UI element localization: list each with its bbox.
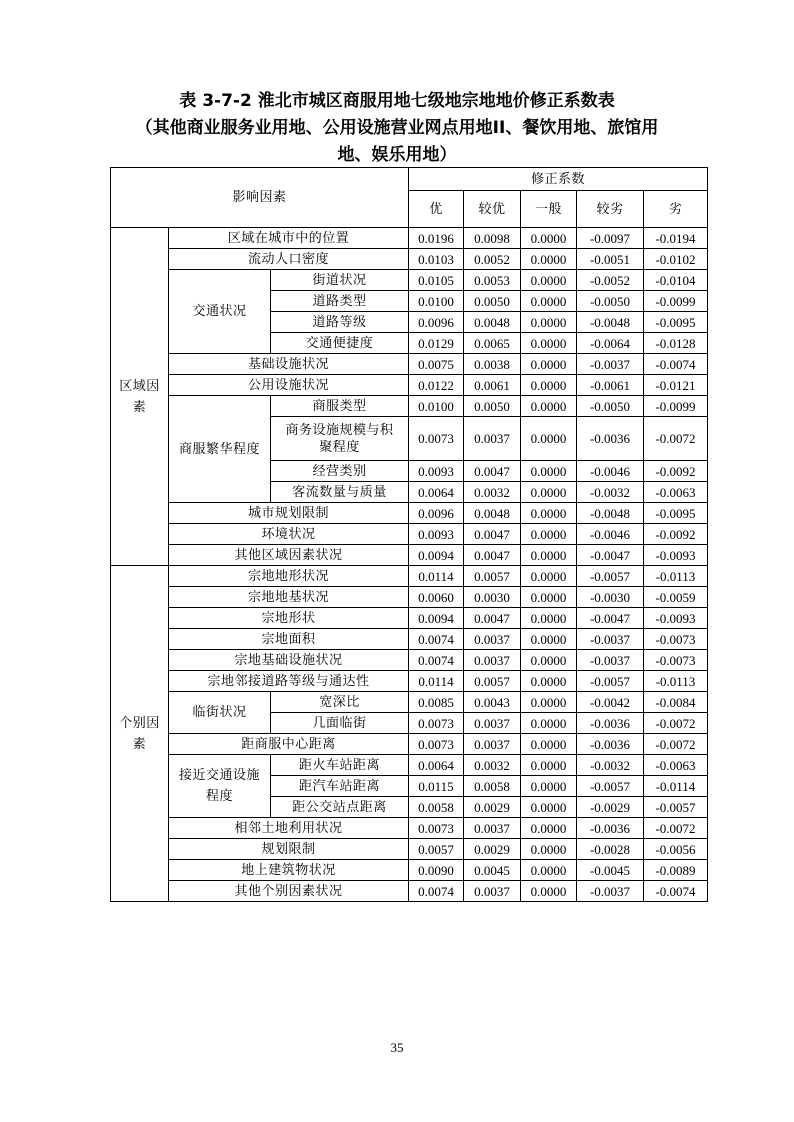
- title-line-1: 表 3-7-2 淮北市城区商服用地七级地宗地地价修正系数表: [179, 91, 615, 111]
- coef-value: -0.0102: [644, 249, 708, 270]
- coef-value: -0.0061: [577, 375, 644, 396]
- factor-label: 宗地形状: [169, 608, 409, 629]
- coef-value: 0.0000: [521, 650, 577, 671]
- coef-value: -0.0074: [644, 354, 708, 375]
- table-row: [111, 503, 708, 524]
- coef-value: -0.0084: [644, 692, 708, 713]
- title-line-3: 地、娱乐用地）: [337, 145, 457, 165]
- table-row: [111, 650, 708, 671]
- level-header: 较劣: [577, 191, 644, 228]
- coef-value: -0.0072: [644, 818, 708, 839]
- coef-value: 0.0114: [409, 671, 464, 692]
- factor-label: 距公交站点距离: [271, 797, 409, 818]
- subgroup-label-prosperity: 商服繁华程度: [169, 396, 271, 503]
- coef-value: 0.0000: [521, 566, 577, 587]
- coef-value: -0.0028: [577, 839, 644, 860]
- factor-label: 基础设施状况: [169, 354, 409, 375]
- coef-value: -0.0113: [644, 566, 708, 587]
- coef-value: -0.0194: [644, 228, 708, 249]
- coef-value: 0.0000: [521, 860, 577, 881]
- coef-value: 0.0037: [464, 713, 521, 734]
- coef-value: 0.0090: [409, 860, 464, 881]
- coef-value: 0.0093: [409, 524, 464, 545]
- factor-label: 道路等级: [271, 312, 409, 333]
- coef-value: 0.0057: [464, 671, 521, 692]
- coef-value: 0.0073: [409, 417, 464, 461]
- coef-value: -0.0121: [644, 375, 708, 396]
- page-number: 35: [390, 1040, 404, 1055]
- factor-label: 相邻土地利用状况: [169, 818, 409, 839]
- table-row: [111, 671, 708, 692]
- coef-value: -0.0052: [577, 270, 644, 291]
- coef-value: 0.0100: [409, 396, 464, 417]
- coef-value: -0.0057: [577, 671, 644, 692]
- factor-label: 宗地基础设施状况: [169, 650, 409, 671]
- coef-value: 0.0074: [409, 650, 464, 671]
- factor-label: 地上建筑物状况: [169, 860, 409, 881]
- coef-value: 0.0064: [409, 482, 464, 503]
- factor-label: 商务设施规模与积聚程度: [271, 417, 409, 461]
- group-label-regional: 区域因素: [111, 228, 169, 566]
- coef-value: 0.0000: [521, 524, 577, 545]
- coef-value: -0.0030: [577, 587, 644, 608]
- coef-value: -0.0128: [644, 333, 708, 354]
- coef-value: -0.0036: [577, 734, 644, 755]
- coef-value: 0.0030: [464, 587, 521, 608]
- table-row: [111, 755, 708, 776]
- coef-value: 0.0074: [409, 629, 464, 650]
- coef-value: -0.0063: [644, 482, 708, 503]
- factor-label: 宽深比: [271, 692, 409, 713]
- coef-value: -0.0093: [644, 608, 708, 629]
- factor-label: 宗地邻接道路等级与通达性: [169, 671, 409, 692]
- coef-value: 0.0000: [521, 545, 577, 566]
- table-row: [111, 860, 708, 881]
- coef-value: -0.0057: [577, 776, 644, 797]
- level-header: 劣: [644, 191, 708, 228]
- factor-label: 城市规划限制: [169, 503, 409, 524]
- coef-value: 0.0000: [521, 291, 577, 312]
- coef-value: 0.0115: [409, 776, 464, 797]
- coef-value: 0.0073: [409, 734, 464, 755]
- coef-value: 0.0037: [464, 417, 521, 461]
- coef-value: -0.0095: [644, 312, 708, 333]
- factor-label: 街道状况: [271, 270, 409, 291]
- coef-value: -0.0099: [644, 396, 708, 417]
- factor-label: 流动人口密度: [169, 249, 409, 270]
- correction-coefficient-table: [110, 167, 708, 902]
- coef-value: 0.0037: [464, 818, 521, 839]
- coef-value: -0.0046: [577, 524, 644, 545]
- factor-label: 其他个别因素状况: [169, 881, 409, 902]
- table-row: [111, 354, 708, 375]
- coef-value: 0.0000: [521, 503, 577, 524]
- coef-value: -0.0042: [577, 692, 644, 713]
- coef-value: -0.0074: [644, 881, 708, 902]
- coef-value: 0.0000: [521, 396, 577, 417]
- coef-value: -0.0037: [577, 629, 644, 650]
- coef-value: 0.0000: [521, 713, 577, 734]
- factor-label: 几面临街: [271, 713, 409, 734]
- coef-value: 0.0000: [521, 249, 577, 270]
- coef-value: -0.0048: [577, 503, 644, 524]
- factor-label: 经营类别: [271, 461, 409, 482]
- factor-label: 宗地面积: [169, 629, 409, 650]
- coef-value: 0.0000: [521, 608, 577, 629]
- coef-value: -0.0072: [644, 734, 708, 755]
- factor-label: 距汽车站距离: [271, 776, 409, 797]
- factor-label: 宗地地基状况: [169, 587, 409, 608]
- coef-value: 0.0047: [464, 545, 521, 566]
- coef-value: -0.0095: [644, 503, 708, 524]
- coef-value: -0.0092: [644, 524, 708, 545]
- coef-value: 0.0038: [464, 354, 521, 375]
- factor-label: 环境状况: [169, 524, 409, 545]
- factor-label: 其他区域因素状况: [169, 545, 409, 566]
- coef-value: 0.0196: [409, 228, 464, 249]
- coef-value: 0.0000: [521, 270, 577, 291]
- coef-value: -0.0036: [577, 417, 644, 461]
- coef-value: 0.0029: [464, 797, 521, 818]
- coef-value: -0.0046: [577, 461, 644, 482]
- coef-value: 0.0057: [409, 839, 464, 860]
- factor-header: 影响因素: [111, 168, 409, 228]
- table-row: [111, 692, 708, 713]
- coef-value: 0.0000: [521, 755, 577, 776]
- coef-value: 0.0000: [521, 797, 577, 818]
- coef-value: -0.0047: [577, 545, 644, 566]
- coef-value: 0.0000: [521, 881, 577, 902]
- coef-value: 0.0122: [409, 375, 464, 396]
- table-row: [111, 839, 708, 860]
- coef-value: -0.0047: [577, 608, 644, 629]
- coef-value: -0.0104: [644, 270, 708, 291]
- coef-value: 0.0114: [409, 566, 464, 587]
- coef-value: 0.0048: [464, 503, 521, 524]
- coef-value: -0.0073: [644, 650, 708, 671]
- factor-label: 距商服中心距离: [169, 734, 409, 755]
- coef-value: -0.0089: [644, 860, 708, 881]
- factor-label: 宗地地形状况: [169, 566, 409, 587]
- coef-value: -0.0059: [644, 587, 708, 608]
- coef-value: 0.0073: [409, 818, 464, 839]
- coef-value: 0.0057: [464, 566, 521, 587]
- table-row: [111, 228, 708, 249]
- coef-value: -0.0063: [644, 755, 708, 776]
- coef-value: 0.0047: [464, 524, 521, 545]
- coef-value: 0.0000: [521, 587, 577, 608]
- coef-value: 0.0096: [409, 503, 464, 524]
- coef-value: -0.0032: [577, 755, 644, 776]
- factor-label: 区域在城市中的位置: [169, 228, 409, 249]
- coef-value: 0.0061: [464, 375, 521, 396]
- factor-label: 客流数量与质量: [271, 482, 409, 503]
- coef-value: 0.0085: [409, 692, 464, 713]
- coef-value: 0.0000: [521, 839, 577, 860]
- coef-value: -0.0050: [577, 291, 644, 312]
- coef-value: -0.0036: [577, 818, 644, 839]
- coef-value: -0.0050: [577, 396, 644, 417]
- coef-value: 0.0098: [464, 228, 521, 249]
- coef-value: 0.0000: [521, 461, 577, 482]
- coef-value: -0.0099: [644, 291, 708, 312]
- coef-value: 0.0094: [409, 545, 464, 566]
- level-header: 较优: [464, 191, 521, 228]
- coef-value: -0.0032: [577, 482, 644, 503]
- coef-value: 0.0047: [464, 461, 521, 482]
- coef-value: -0.0045: [577, 860, 644, 881]
- coef-value: 0.0000: [521, 375, 577, 396]
- coef-value: -0.0073: [644, 629, 708, 650]
- table-row: [111, 270, 708, 291]
- coef-value: 0.0043: [464, 692, 521, 713]
- table-row: [111, 524, 708, 545]
- header-row: [111, 168, 708, 191]
- coef-value: 0.0029: [464, 839, 521, 860]
- coef-value: 0.0048: [464, 312, 521, 333]
- coef-value: -0.0056: [644, 839, 708, 860]
- coef-value: -0.0029: [577, 797, 644, 818]
- coef-value: 0.0000: [521, 312, 577, 333]
- subgroup-label-transport: 接近交通设施程度: [169, 755, 271, 818]
- coef-value: 0.0000: [521, 671, 577, 692]
- coef-value: 0.0000: [521, 776, 577, 797]
- coef-value: 0.0103: [409, 249, 464, 270]
- coef-value: 0.0050: [464, 291, 521, 312]
- coef-value: -0.0114: [644, 776, 708, 797]
- coef-value: -0.0097: [577, 228, 644, 249]
- table-row: [111, 396, 708, 417]
- factor-label: 公用设施状况: [169, 375, 409, 396]
- table-row: [111, 587, 708, 608]
- coef-value: 0.0037: [464, 629, 521, 650]
- coef-value: 0.0100: [409, 291, 464, 312]
- coef-value: 0.0053: [464, 270, 521, 291]
- coef-value: -0.0113: [644, 671, 708, 692]
- group-label-individual: 个别因素: [111, 566, 169, 902]
- coef-value: -0.0092: [644, 461, 708, 482]
- coef-value: 0.0037: [464, 881, 521, 902]
- coef-value: 0.0058: [464, 776, 521, 797]
- coef-value: 0.0047: [464, 608, 521, 629]
- coef-value: 0.0000: [521, 629, 577, 650]
- coef-value: -0.0093: [644, 545, 708, 566]
- coef-header: 修正系数: [409, 168, 708, 191]
- coef-value: 0.0058: [409, 797, 464, 818]
- coef-value: -0.0057: [577, 566, 644, 587]
- table-row: [111, 545, 708, 566]
- table-row: [111, 881, 708, 902]
- factor-label: 商服类型: [271, 396, 409, 417]
- coef-value: 0.0000: [521, 417, 577, 461]
- subgroup-label-traffic: 交通状况: [169, 270, 271, 354]
- coef-value: -0.0072: [644, 417, 708, 461]
- coef-value: 0.0000: [521, 734, 577, 755]
- subgroup-label-street: 临街状况: [169, 692, 271, 734]
- coef-value: 0.0060: [409, 587, 464, 608]
- coef-value: 0.0074: [409, 881, 464, 902]
- level-header: 优: [409, 191, 464, 228]
- factor-label: 距火车站距离: [271, 755, 409, 776]
- title-line-2: （其他商业服务业用地、公用设施营业网点用地II、餐饮用地、旅馆用: [135, 118, 659, 138]
- coef-value: 0.0065: [464, 333, 521, 354]
- coef-value: -0.0037: [577, 881, 644, 902]
- table-row: [111, 375, 708, 396]
- coef-value: -0.0037: [577, 354, 644, 375]
- coef-value: 0.0000: [521, 482, 577, 503]
- coef-value: 0.0094: [409, 608, 464, 629]
- factor-label: 规划限制: [169, 839, 409, 860]
- level-header: 一般: [521, 191, 577, 228]
- coef-value: 0.0096: [409, 312, 464, 333]
- coef-value: 0.0032: [464, 482, 521, 503]
- coef-value: 0.0129: [409, 333, 464, 354]
- factor-label: 交通便捷度: [271, 333, 409, 354]
- coef-value: 0.0093: [409, 461, 464, 482]
- coef-value: 0.0105: [409, 270, 464, 291]
- table-row: [111, 249, 708, 270]
- page-title: [0, 88, 794, 169]
- table-row: [111, 734, 708, 755]
- coef-value: -0.0057: [644, 797, 708, 818]
- coef-value: 0.0000: [521, 228, 577, 249]
- coef-value: -0.0072: [644, 713, 708, 734]
- coef-value: 0.0000: [521, 333, 577, 354]
- table-row: [111, 629, 708, 650]
- coef-value: -0.0051: [577, 249, 644, 270]
- table-row: [111, 566, 708, 587]
- coef-value: 0.0052: [464, 249, 521, 270]
- coef-value: 0.0050: [464, 396, 521, 417]
- coef-value: -0.0037: [577, 650, 644, 671]
- coef-value: -0.0036: [577, 713, 644, 734]
- coef-value: 0.0064: [409, 755, 464, 776]
- coef-value: 0.0037: [464, 650, 521, 671]
- coef-value: 0.0073: [409, 713, 464, 734]
- coef-value: 0.0045: [464, 860, 521, 881]
- coef-value: 0.0000: [521, 692, 577, 713]
- table-row: [111, 818, 708, 839]
- coef-value: 0.0075: [409, 354, 464, 375]
- coef-value: 0.0000: [521, 354, 577, 375]
- coef-value: -0.0064: [577, 333, 644, 354]
- coef-value: 0.0037: [464, 734, 521, 755]
- coef-value: 0.0032: [464, 755, 521, 776]
- coef-value: 0.0000: [521, 818, 577, 839]
- table-row: [111, 608, 708, 629]
- coef-value: -0.0048: [577, 312, 644, 333]
- factor-label: 道路类型: [271, 291, 409, 312]
